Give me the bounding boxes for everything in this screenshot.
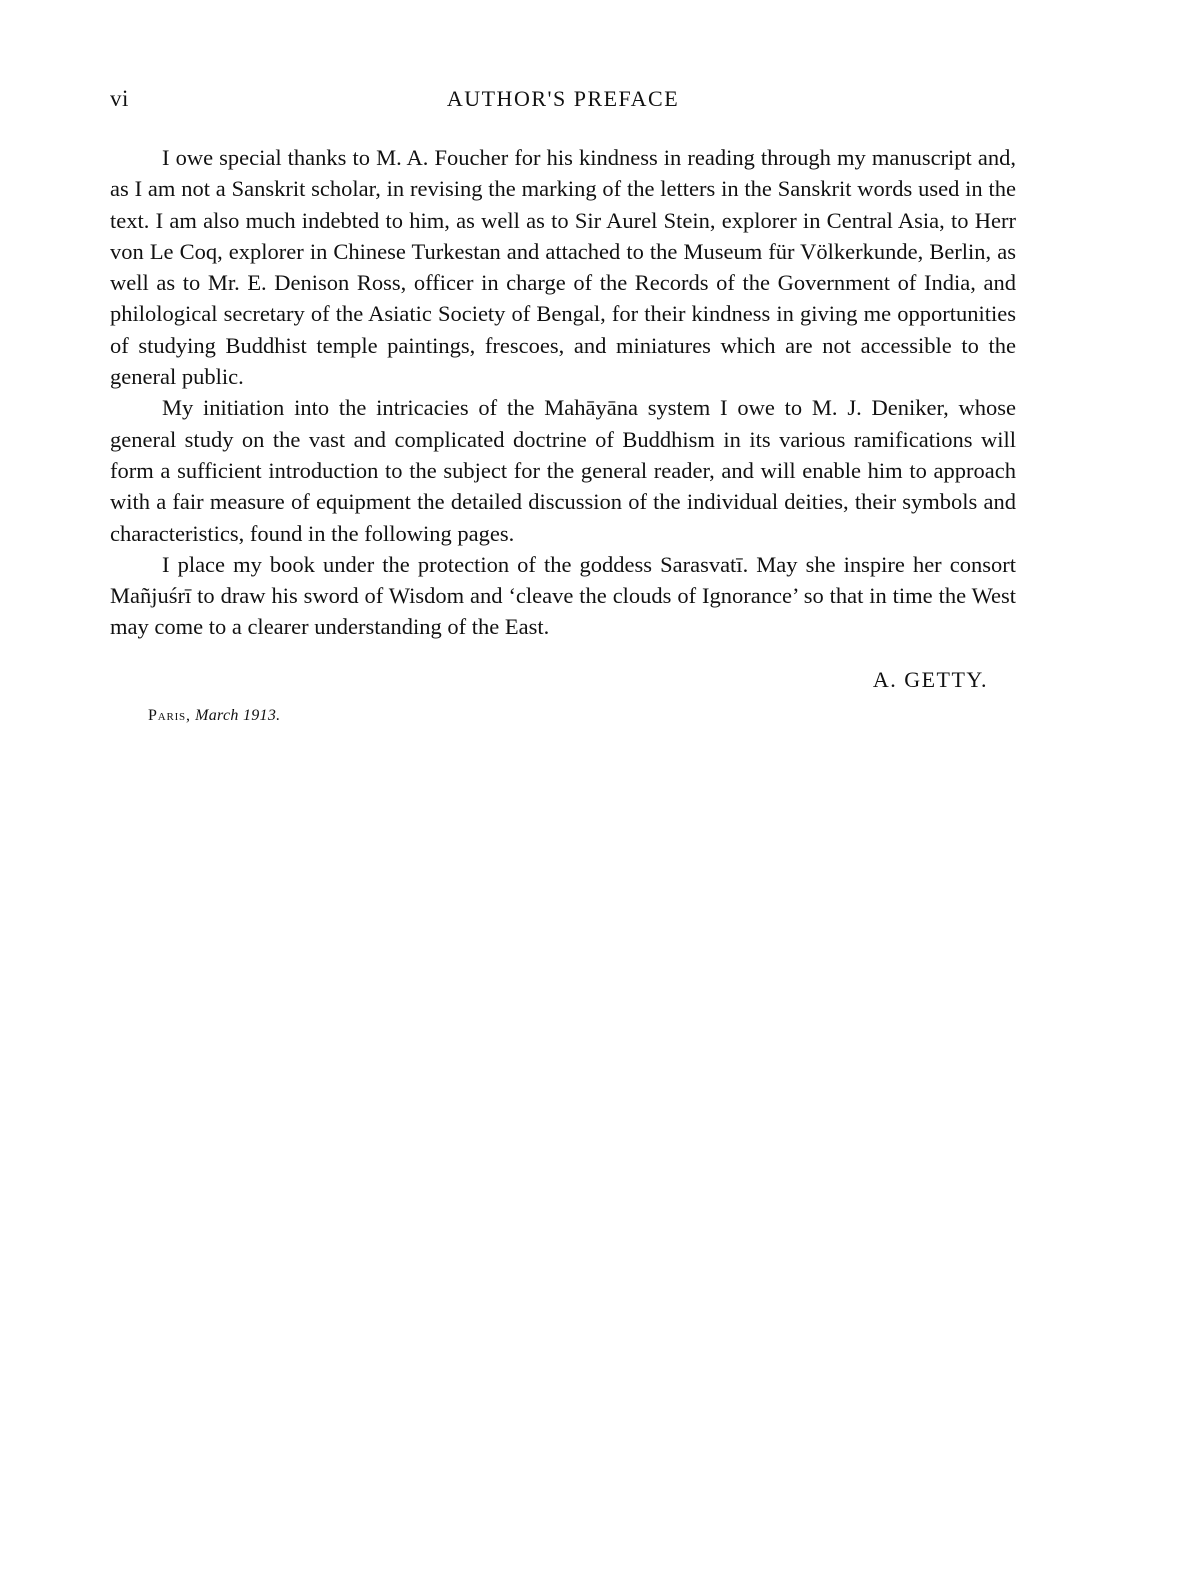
preface-body	[110, 142, 1016, 643]
paragraph-acknowledgements: I owe special thanks to M. A. Foucher for his kindness in reading through my manuscript and, as I am not a Sanskrit scholar, in revising the marking of the letters in the Sanskrit words used in the text. I am also much indebted to him, as well as to Sir Aurel Stein, explorer in Central Asia, to Herr von Le Coq, explorer in Chinese Turkestan and attached to the Museum für Völkerkunde, Berlin, as well as to Mr. E. Denison Ross, officer in charge of the Records of the Government of India, and philological secretary of the Asiatic Society of Bengal, for their kindness in giving me opportunities of studying Buddhist temple paintings, frescoes, and miniatures which are not accessible to the general public.	[110, 145, 1016, 390]
book-page	[110, 86, 1016, 725]
page-number: vi	[110, 86, 129, 111]
author-signature: A. GETTY.	[872, 666, 988, 692]
running-title: AUTHOR'S PREFACE	[446, 86, 680, 111]
paragraph-dedication: I place my book under the protection of the goddess Sarasvatī. May she inspire her consort Mañjuśrī to draw his sword of Wisdom and ‘cleave the clouds of Ignorance’ so that in time the West may come to a clearer understanding of the East.	[110, 551, 1016, 640]
dateline-date: March 1913.	[195, 706, 281, 724]
paragraph-initiation: My initiation into the intricacies of the Mahāyāna system I owe to M. J. Deniker, whose general study on the vast and complicated doctrine of Buddhism in its various ramifications will form a sufficient introduction to the subject for the general reader, and will enable him to approach with a fair measure of equipment the detailed discussion of the individual deities, their symbols and characteristics, found in the following pages.	[110, 395, 1016, 546]
dateline-place: Paris,	[148, 706, 191, 724]
dateline	[148, 707, 1016, 725]
running-head	[110, 86, 1016, 122]
